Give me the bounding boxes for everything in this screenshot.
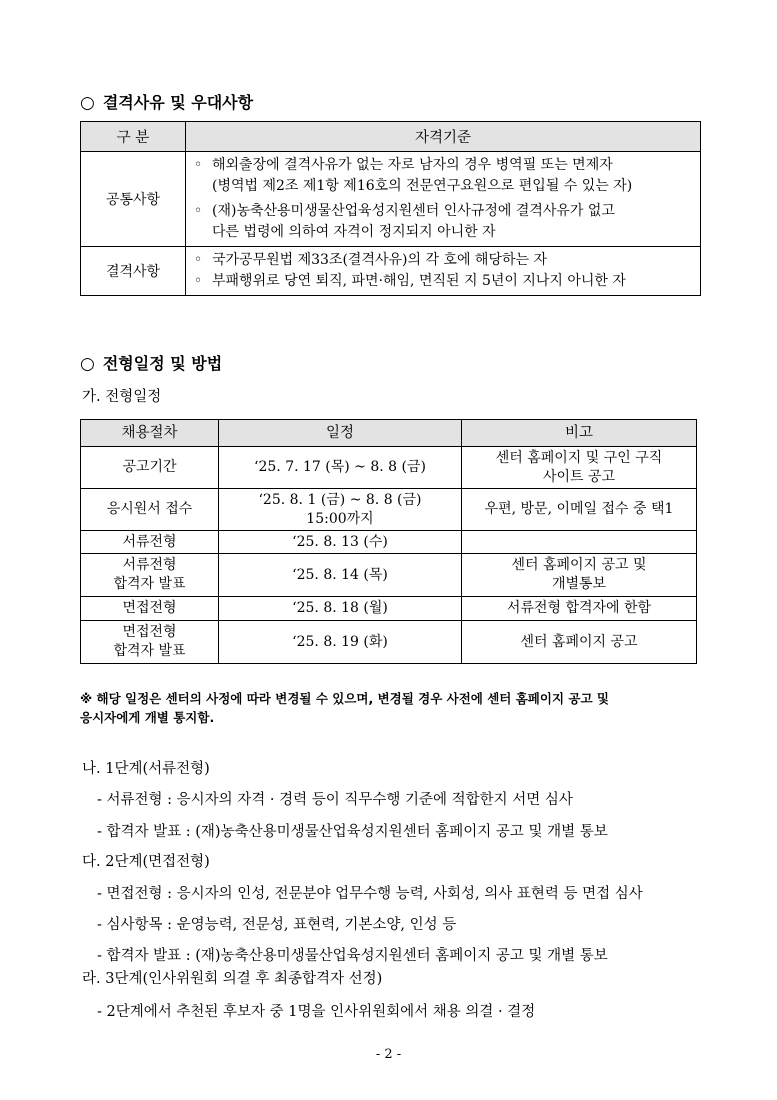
note-line: 우편, 방문, 이메일 접수 중 택1 (484, 501, 674, 517)
note-line: 개별통보 (551, 576, 607, 592)
row-category: 결격사항 (81, 247, 186, 296)
section2-heading (80, 351, 222, 374)
step-line: 합격자 발표 (113, 643, 186, 659)
schedule-cell (219, 447, 462, 489)
step-line: 면접전형 (122, 624, 177, 640)
header-criteria: 자격기준 (186, 122, 701, 152)
note-cell (462, 621, 697, 664)
bullet-icon: ◦ (194, 252, 203, 268)
schedule-line: 15:00까지 (306, 510, 374, 527)
schedule-line: ‘25. 8. 14 (목) (292, 566, 388, 583)
note-cell (462, 531, 697, 554)
step-cell (81, 554, 219, 597)
bullet-item (194, 201, 694, 243)
header-schedule: 일정 (219, 420, 462, 447)
note-cell (462, 554, 697, 597)
bullet-line: (병역법 제2조 제1항 제16호의 전문연구요원으로 편입될 수 있는 자) (212, 178, 633, 194)
note-line: 사이트 공고 (542, 468, 616, 485)
circle-marker-icon: ○ (80, 93, 95, 113)
bullet-line: 해외출장에 결격사유가 없는 자로 남자의 경우 병역필 또는 면제자 (212, 157, 613, 173)
note-line: 서류전형 합격자에 한함 (506, 600, 652, 616)
schedule-line: ‘25. 8. 13 (수) (292, 533, 388, 550)
stage3-item: - 2단계에서 추천된 후보자 중 1명을 인사위원회에서 채용 의결 · 결정 (97, 1004, 536, 1020)
step-line: 응시원서 접수 (106, 501, 193, 517)
step-line: 서류전형 (122, 533, 177, 550)
bullet-line: 부패행위로 당연 퇴직, 파면·해임, 면직된 지 5년이 지나지 아니한 자 (212, 273, 626, 289)
table-header-row (81, 420, 697, 447)
notice-line: 응시자에게 개별 통지함. (80, 710, 215, 725)
schedule-line: ‘25. 8. 1 (금) ~ 8. 8 (금) (258, 491, 422, 508)
table-header-row (81, 122, 701, 152)
criteria-cell (186, 152, 701, 247)
schedule-cell (219, 597, 462, 621)
bullet-line: (재)농축산용미생물산업육성지원센터 인사규정에 결격사유가 없고 (212, 203, 615, 219)
table-row (81, 447, 697, 489)
table-row (81, 597, 697, 621)
circle-marker-icon: ○ (80, 354, 95, 374)
stage2-item: - 합격자 발표 : (재)농축산용미생물산업육성지원센터 홈페이지 공고 및 개별 통보 (97, 948, 608, 964)
schedule-cell (219, 489, 462, 531)
note-line: 센터 홈페이지 공고 및 (511, 557, 647, 573)
schedule-line: ‘25. 8. 18 (월) (292, 600, 388, 616)
schedule-notice (80, 689, 609, 727)
criteria-cell (186, 247, 701, 296)
stage2-item: - 심사항목 : 운영능력, 전문성, 표현력, 기본소양, 인성 등 (97, 917, 457, 933)
section1-heading (80, 90, 253, 113)
step-cell (81, 531, 219, 554)
note-line: 센터 홈페이지 및 구인 구직 (495, 449, 663, 466)
bullet-item (194, 155, 694, 197)
stage1-item: - 서류전형 : 응시자의 자격 · 경력 등이 직무수행 기준에 적합한지 서면 심사 (97, 792, 573, 808)
bullet-line: 다른 법령에 의하여 자격이 정지되지 아니한 자 (212, 224, 496, 240)
table-row (81, 554, 697, 597)
note-cell (462, 489, 697, 531)
section2-title: 전형일정 및 방법 (102, 354, 223, 373)
step-cell (81, 621, 219, 664)
stage2-item: - 면접전형 : 응시자의 인성, 전문분야 업무수행 능력, 사회성, 의사 표현력 등 면접 심사 (97, 886, 643, 902)
schedule-subheading: 가. 전형일정 (82, 389, 162, 405)
bullet-line: 국가공무원법 제33조(결격사유)의 각 호에 해당하는 자 (212, 252, 547, 268)
note-cell (462, 597, 697, 621)
schedule-cell (219, 531, 462, 554)
page-number: - 2 - (375, 1047, 402, 1062)
notice-line: ※ 해당 일정은 센터의 사정에 따라 변경될 수 있으며, 변경될 경우 사전에 센터 홈페이지 공고 및 (80, 691, 609, 706)
schedule-line: ‘25. 8. 19 (화) (292, 633, 388, 650)
bullet-item (194, 271, 694, 292)
step-cell (81, 447, 219, 489)
stage3-heading: 라. 3단계(인사위원회 의결 후 최종합격자 선정) (82, 971, 383, 987)
qualification-table (80, 121, 701, 296)
header-step: 채용절차 (81, 420, 219, 447)
table-row (81, 152, 701, 247)
schedule-table (80, 419, 697, 664)
step-line: 서류전형 (122, 557, 177, 573)
table-row (81, 621, 697, 664)
table-row (81, 531, 697, 554)
schedule-line: ‘25. 7. 17 (목) ~ 8. 8 (금) (254, 459, 426, 475)
step-cell (81, 489, 219, 531)
stage2-heading: 다. 2단계(면접전형) (82, 854, 210, 870)
stage1-item: - 합격자 발표 : (재)농축산용미생물산업육성지원센터 홈페이지 공고 및 개별 통보 (97, 824, 608, 840)
note-cell (462, 447, 697, 489)
bullet-icon: ◦ (194, 157, 203, 173)
step-line: 합격자 발표 (113, 576, 186, 592)
stage1-heading: 나. 1단계(서류전형) (82, 761, 210, 777)
header-note: 비고 (462, 420, 697, 447)
note-line: 센터 홈페이지 공고 (520, 633, 638, 650)
row-category: 공통사항 (81, 152, 186, 247)
step-line: 공고기간 (122, 459, 177, 475)
table-row (81, 247, 701, 296)
schedule-cell (219, 621, 462, 664)
schedule-cell (219, 554, 462, 597)
bullet-item (194, 250, 694, 271)
bullet-icon: ◦ (194, 203, 203, 219)
bullet-icon: ◦ (194, 273, 203, 289)
header-category: 구 분 (81, 122, 186, 152)
section1-title: 결격사유 및 우대사항 (102, 93, 254, 112)
step-line: 면접전형 (122, 600, 177, 616)
table-row (81, 489, 697, 531)
step-cell (81, 597, 219, 621)
